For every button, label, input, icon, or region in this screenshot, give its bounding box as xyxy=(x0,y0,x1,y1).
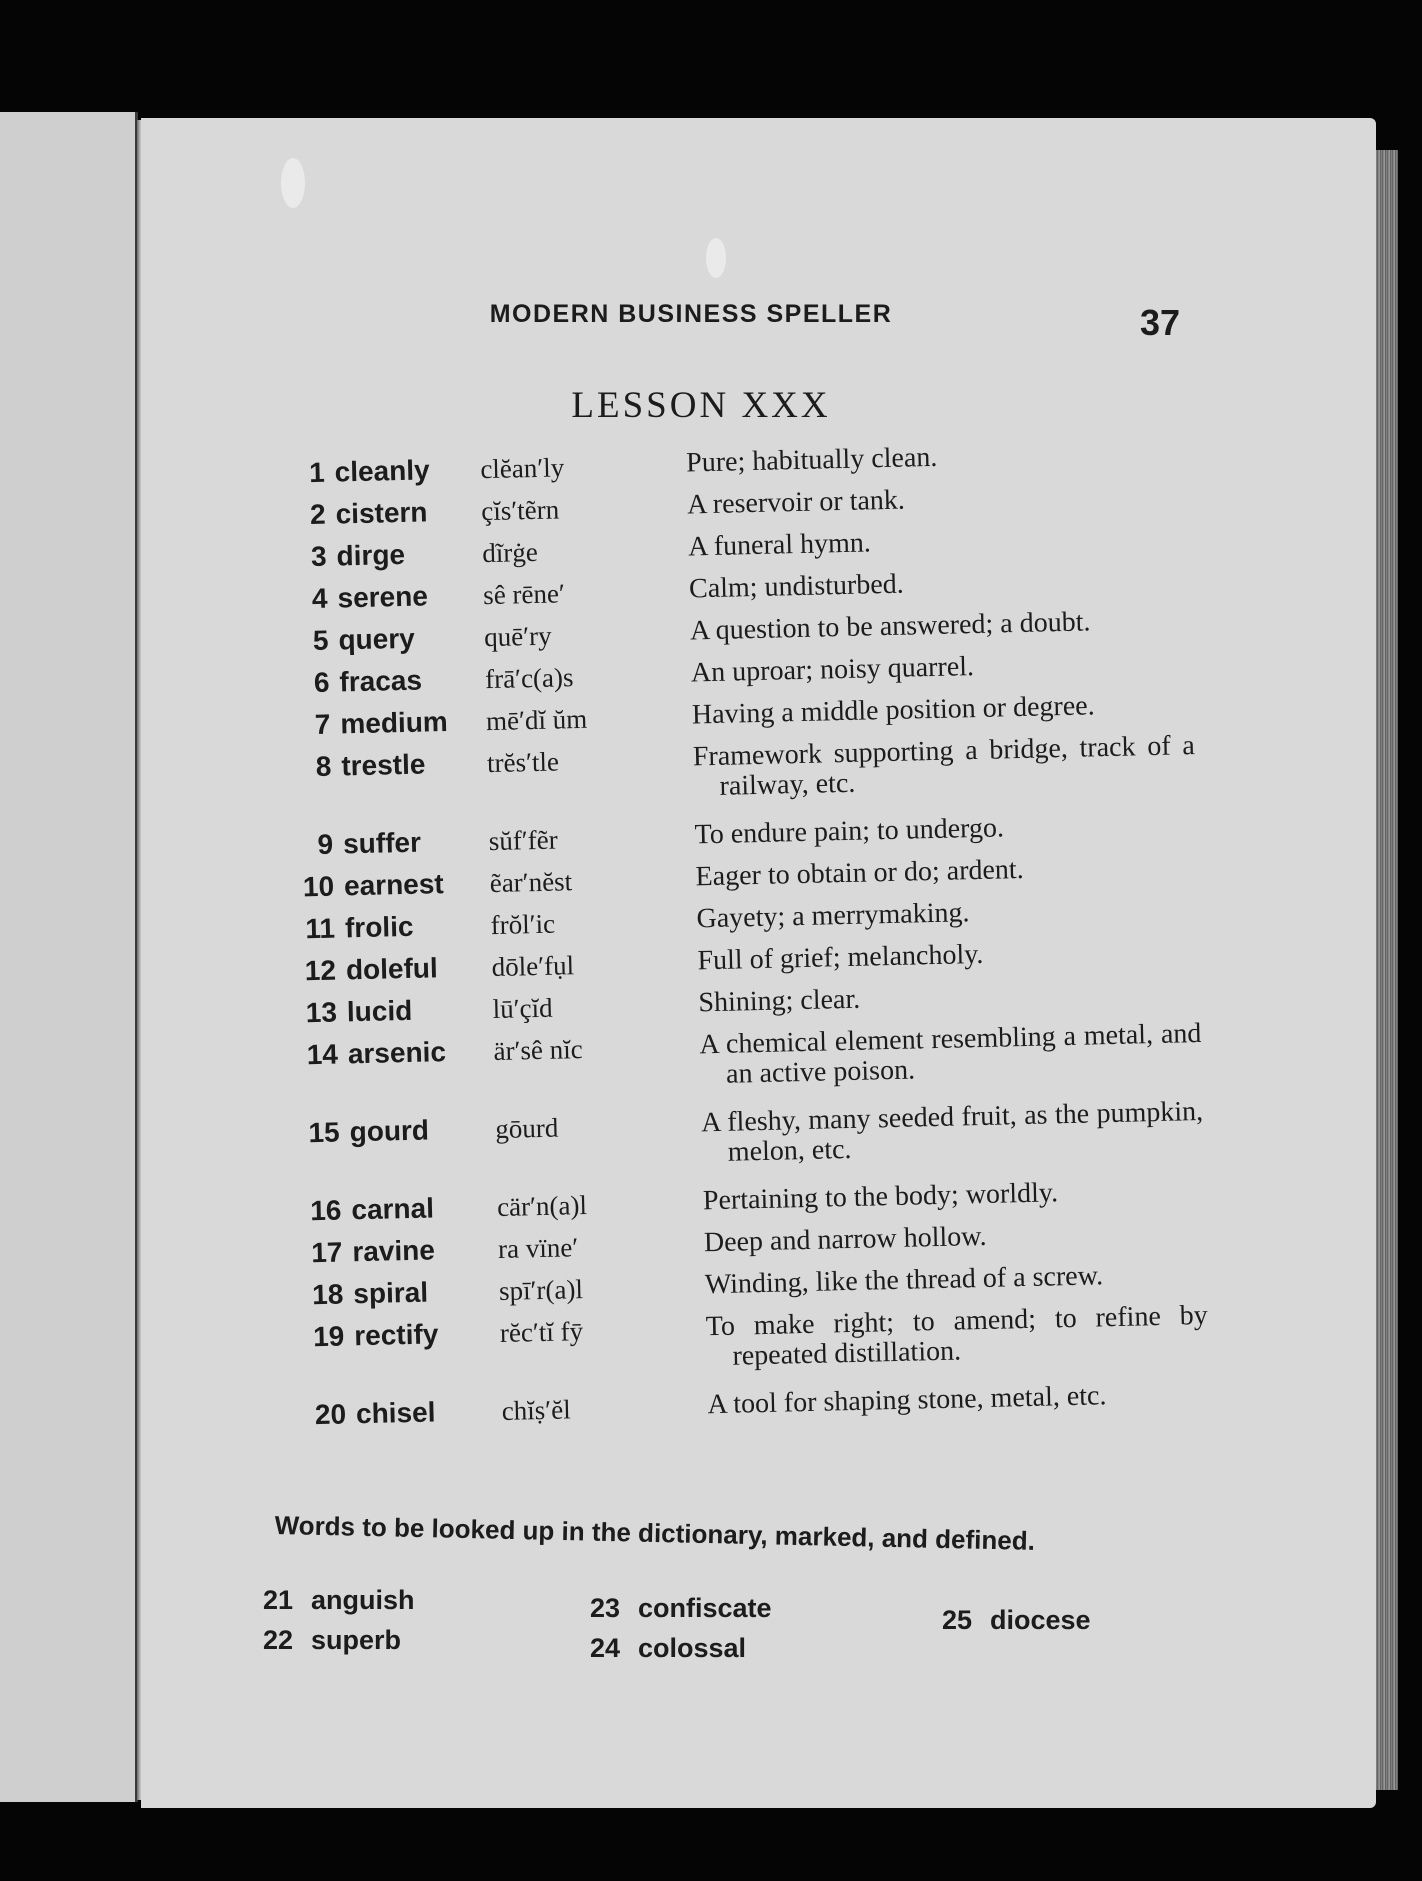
entry-number: 16 xyxy=(309,1194,342,1227)
entry-pronunciation: frŏl′ic xyxy=(490,908,556,941)
lesson-title: LESSON XXX xyxy=(571,385,831,426)
paper-blemish xyxy=(706,238,726,278)
entry-definition: Framework supporting a bridge, track of a railway, etc. xyxy=(692,730,1196,802)
entry-pronunciation: rĕc′tĭ fȳ xyxy=(499,1316,584,1348)
entry-number: 7 xyxy=(314,708,331,741)
lookup-item xyxy=(590,1628,772,1668)
lookup-word: diocese xyxy=(990,1605,1091,1635)
entry-word: spiral xyxy=(352,1276,429,1310)
entry-pronunciation: lū′çĭd xyxy=(492,992,553,1025)
entry-word: lucid xyxy=(346,994,413,1028)
entry-word: trestle xyxy=(340,748,426,782)
entry-number: 5 xyxy=(312,624,329,657)
entry-number: 8 xyxy=(315,750,332,782)
entry-number: 10 xyxy=(302,870,335,903)
lookup-item xyxy=(263,1620,415,1660)
entry-pronunciation: sê rēne′ xyxy=(482,578,566,611)
entry-number: 11 xyxy=(305,912,336,945)
entry-pronunciation: chĭṣ′ĕl xyxy=(501,1394,571,1426)
lookup-item xyxy=(942,1600,1091,1640)
page-number: 37 xyxy=(1140,302,1181,343)
entry-number: 13 xyxy=(305,996,338,1029)
entry-number: 17 xyxy=(310,1236,343,1269)
entry-number: 4 xyxy=(311,582,328,615)
entry-word: doleful xyxy=(345,952,439,986)
lookup-word: colossal xyxy=(638,1633,747,1663)
entry-pronunciation: çĭs′tẽrn xyxy=(480,494,560,527)
spelling-word-list xyxy=(268,437,1210,1442)
entry-number: 19 xyxy=(312,1320,345,1353)
entry-pronunciation: trĕs′tle xyxy=(486,746,560,779)
entry-word: dirge xyxy=(336,538,406,572)
entry-definition: To make right; to amend; to refine by repeated distillation. xyxy=(705,1299,1209,1372)
entry-definition: Shining; clear. xyxy=(698,983,861,1019)
entry-pronunciation: dōle′fụl xyxy=(491,950,575,983)
entry-word: ravine xyxy=(352,1234,436,1268)
entry-pronunciation: är′sê nĭc xyxy=(493,1034,584,1067)
lookup-column-2 xyxy=(590,1588,772,1668)
entry-word: suffer xyxy=(342,826,422,860)
lookup-word: anguish xyxy=(311,1585,415,1615)
lookup-word: confiscate xyxy=(638,1593,772,1623)
entry-pronunciation: clĕan′ly xyxy=(480,452,565,485)
entry-definition: Winding, like the thread of a screw. xyxy=(704,1260,1104,1301)
entry-definition: Eager to obtain or do; ardent. xyxy=(695,853,1025,893)
lookup-number: 24 xyxy=(590,1633,621,1663)
entry-number: 6 xyxy=(313,666,330,699)
lookup-word: superb xyxy=(311,1625,402,1655)
entry-definition: A funeral hymn. xyxy=(687,527,872,563)
entry-word: query xyxy=(338,622,416,656)
entry-definition: Having a middle position or degree. xyxy=(691,690,1095,731)
entry-pronunciation: cär′n(a)l xyxy=(496,1189,588,1222)
entry-definition: Calm; undisturbed. xyxy=(688,568,905,605)
entry-word: fracas xyxy=(339,664,423,698)
word-entry xyxy=(288,1301,1209,1382)
entry-number: 9 xyxy=(317,828,334,860)
word-entry xyxy=(281,1019,1202,1100)
entry-number: 15 xyxy=(308,1116,341,1149)
entry-number: 18 xyxy=(311,1278,344,1311)
lookup-column-3 xyxy=(942,1600,1091,1640)
running-title: MODERN BUSINESS SPELLER xyxy=(489,300,893,328)
entry-definition: An uproar; noisy quarrel. xyxy=(690,651,975,689)
entry-word: serene xyxy=(337,580,429,614)
entry-pronunciation: dĩrġe xyxy=(481,536,539,569)
entry-word: carnal xyxy=(351,1192,435,1226)
entry-number: 1 xyxy=(308,456,326,489)
lookup-number: 25 xyxy=(942,1605,973,1635)
word-entry xyxy=(289,1379,1209,1432)
entry-number: 2 xyxy=(309,498,326,531)
entry-word: cleanly xyxy=(334,454,430,488)
entry-number: 14 xyxy=(306,1038,339,1071)
entry-pronunciation: mē′dĭ ŭm xyxy=(485,703,588,737)
entry-word: chisel xyxy=(355,1396,436,1430)
entry-definition: A question to be answered; a doubt. xyxy=(689,606,1091,647)
entry-pronunciation: frā′c(a)s xyxy=(484,662,574,695)
lookup-instructions: Words to be looked up in the dictionary, marked, and defined. xyxy=(274,1510,1036,1556)
entry-number: 3 xyxy=(310,540,327,573)
entry-pronunciation: ra vïne′ xyxy=(497,1232,579,1264)
entry-pronunciation: quē′ry xyxy=(483,620,552,653)
entry-word: arsenic xyxy=(347,1036,447,1070)
entry-word: rectify xyxy=(353,1318,439,1352)
entry-definition: Pure; habitually clean. xyxy=(685,441,938,479)
entry-definition: A fleshy, many seeded fruit, as the pumpkin, melon, etc. xyxy=(700,1095,1204,1168)
lookup-column-1 xyxy=(263,1580,415,1660)
facing-page-edge xyxy=(0,112,138,1802)
entry-pronunciation: ẽar′nĕst xyxy=(489,866,573,899)
entry-definition: Deep and narrow hollow. xyxy=(703,1220,987,1259)
entry-definition: A tool for shaping stone, metal, etc. xyxy=(707,1380,1107,1421)
entry-number: 20 xyxy=(314,1398,347,1431)
lookup-item xyxy=(590,1588,772,1628)
entry-word: cistern xyxy=(335,496,428,530)
paper-blemish xyxy=(281,158,305,208)
entry-definition: Pertaining to the body; worldly. xyxy=(702,1177,1059,1217)
entry-pronunciation: sŭf′fẽr xyxy=(488,824,559,857)
lookup-item xyxy=(263,1580,415,1620)
entry-word: gourd xyxy=(349,1114,430,1148)
word-entry xyxy=(275,731,1196,812)
entry-definition: A chemical element resembling a metal, and an active poison. xyxy=(699,1017,1202,1090)
entry-definition: A reservoir or tank. xyxy=(686,484,906,521)
word-entry xyxy=(283,1097,1204,1178)
entry-definition: To endure pain; to undergo. xyxy=(694,812,1005,851)
entry-definition: Gayety; a merrymaking. xyxy=(696,897,970,935)
entry-word: medium xyxy=(340,705,449,740)
entry-number: 12 xyxy=(304,954,337,987)
entry-pronunciation: gōurd xyxy=(495,1112,559,1145)
entry-definition: Full of grief; melancholy. xyxy=(697,938,984,977)
entry-word: frolic xyxy=(344,910,414,944)
lookup-number: 22 xyxy=(263,1625,294,1655)
lookup-number: 23 xyxy=(590,1593,621,1623)
lookup-number: 21 xyxy=(263,1585,294,1615)
entry-pronunciation: spī′r(a)l xyxy=(498,1274,584,1306)
entry-word: earnest xyxy=(343,868,445,902)
